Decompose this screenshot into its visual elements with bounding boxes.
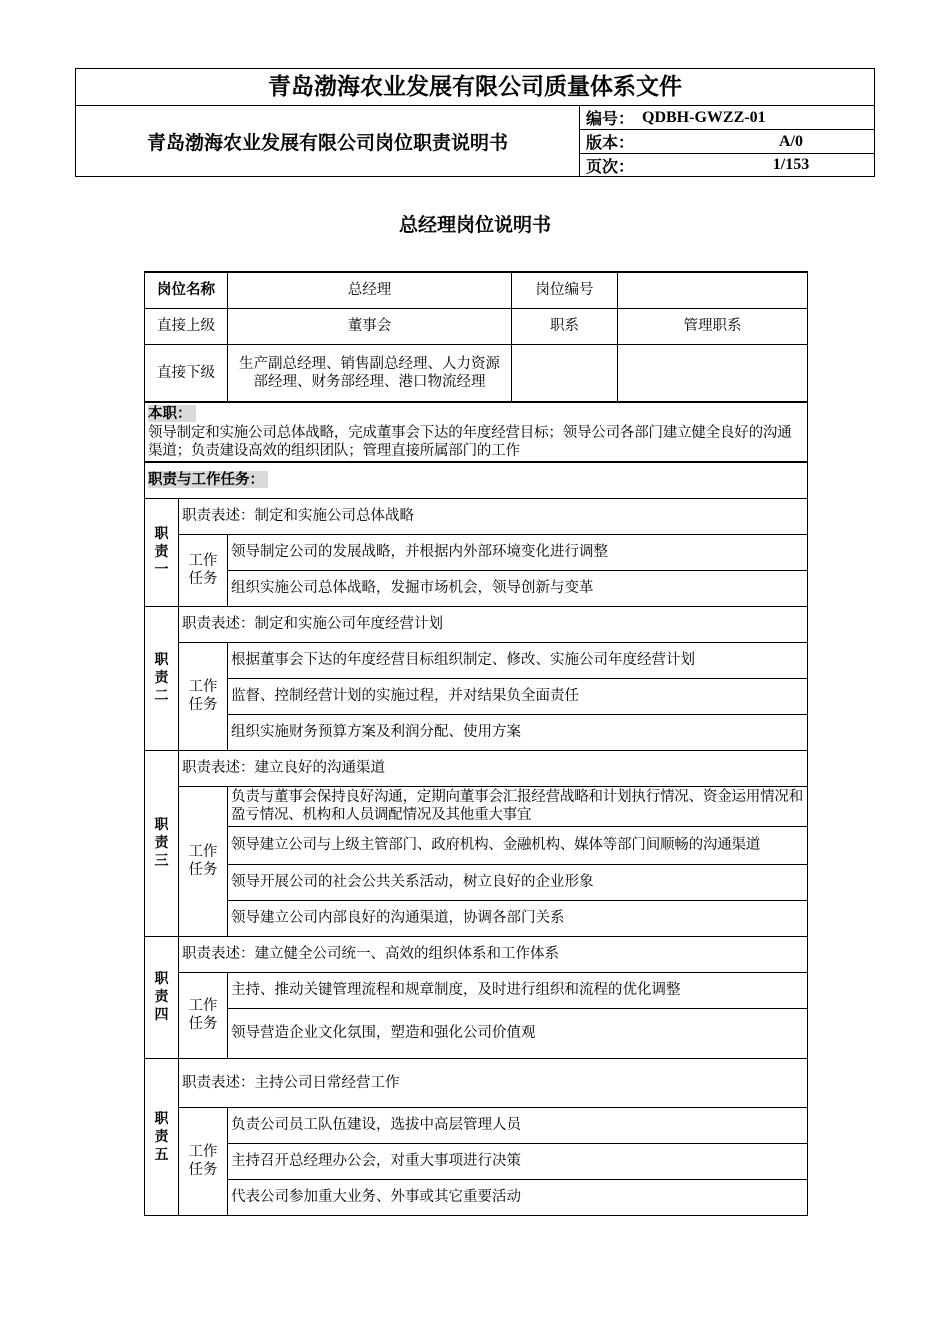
duty-number-text: 职责一 [154, 526, 169, 578]
task-label-text: 工作任务 [188, 998, 218, 1032]
duty-3-task-row [145, 864, 808, 900]
duty-3-task-3: 领导开展公司的社会公共关系活动，树立良好的企业形象 [228, 864, 808, 900]
duty-2-task-2: 监督、控制经营计划的实施过程，并对结果负全面责任 [228, 678, 808, 714]
duty-2-task-row [145, 642, 808, 678]
duty-5-task-row [145, 1179, 808, 1215]
meta-value: QDBH-GWZZ-01 [642, 108, 766, 126]
series-value: 管理职系 [618, 308, 808, 344]
empty-cell [618, 344, 808, 402]
duty-number-text: 职责二 [154, 652, 169, 704]
subordinate-value: 生产副总经理、销售副总经理、人力资源部经理、财务部经理、港口物流经理 [228, 344, 512, 402]
core-duty-label: 本职： [148, 405, 196, 422]
duty-5-number [145, 1058, 179, 1215]
document-meta [580, 106, 874, 176]
duty-2-task-row [145, 714, 808, 750]
duty-3-desc-row [145, 750, 808, 786]
duty-1-task-1: 领导制定公司的发展战略，并根据内外部环境变化进行调整 [228, 534, 808, 570]
duty-5-task-3: 代表公司参加重大业务、外事或其它重要活动 [228, 1179, 808, 1215]
duty-4-task-2: 领导营造企业文化氛围，塑造和强化公司价值观 [228, 1008, 808, 1058]
duty-4-task-label [179, 972, 228, 1058]
duty-2-task-3: 组织实施财务预算方案及利润分配、使用方案 [228, 714, 808, 750]
core-duty-cell [145, 402, 808, 462]
duty-3-task-label [179, 786, 228, 936]
task-label-text: 工作任务 [188, 553, 218, 587]
duty-1-task-row [145, 534, 808, 570]
duty-5-task-label [179, 1107, 228, 1215]
empty-cell [512, 344, 618, 402]
duty-1-desc: 职责表述：制定和实施公司总体战略 [179, 498, 808, 534]
info-row-3 [145, 344, 808, 402]
duty-5-task-row [145, 1107, 808, 1143]
duty-5-task-2: 主持召开总经理办公会，对重大事项进行决策 [228, 1143, 808, 1179]
superior-label: 直接上级 [145, 308, 228, 344]
post-code-label: 岗位编号 [512, 272, 618, 308]
post-code-value [618, 272, 808, 308]
duty-1-desc-row [145, 498, 808, 534]
meta-row-code [580, 106, 874, 130]
duty-5-desc-row [145, 1058, 808, 1107]
duty-3-task-row [145, 786, 808, 826]
task-label-text: 工作任务 [188, 844, 218, 878]
post-name-label: 岗位名称 [145, 272, 228, 308]
duty-2-number [145, 606, 179, 750]
duty-4-task-row [145, 1008, 808, 1058]
duty-1-number [145, 498, 179, 606]
duty-2-task-row [145, 678, 808, 714]
duties-header: 职责与工作任务： [148, 471, 268, 488]
duty-5-task-1: 负责公司员工队伍建设，选拔中高层管理人员 [228, 1107, 808, 1143]
post-name-value: 总经理 [228, 272, 512, 308]
duty-4-number [145, 936, 179, 1058]
duties-header-row [145, 462, 808, 498]
duty-number-text: 职责三 [154, 817, 169, 869]
duty-3-task-row [145, 826, 808, 864]
duty-4-desc-row [145, 936, 808, 972]
duty-1-task-label [179, 534, 228, 606]
job-description-table [144, 271, 808, 1216]
meta-value: A/0 [779, 132, 803, 150]
duty-4-desc: 职责表述：建立健全公司统一、高效的组织体系和工作体系 [179, 936, 808, 972]
duty-1-task-2: 组织实施公司总体战略，发掘市场机会，领导创新与变革 [228, 570, 808, 606]
duty-3-task-2: 领导建立公司与上级主管部门、政府机构、金融机构、媒体等部门间顺畅的沟通渠道 [228, 826, 808, 864]
task-label-text: 工作任务 [188, 1144, 218, 1178]
duty-2-desc-row [145, 606, 808, 642]
duty-number-text: 职责四 [154, 971, 169, 1023]
series-label: 职系 [512, 308, 618, 344]
info-row-2 [145, 308, 808, 344]
duty-2-task-1: 根据董事会下达的年度经营目标组织制定、修改、实施公司年度经营计划 [228, 642, 808, 678]
duty-3-desc: 职责表述：建立良好的沟通渠道 [179, 750, 808, 786]
task-label-text: 工作任务 [188, 679, 218, 713]
duty-5-desc: 职责表述：主持公司日常经营工作 [179, 1058, 808, 1107]
duty-5-task-row [145, 1143, 808, 1179]
meta-key: 页次： [586, 156, 635, 176]
superior-value: 董事会 [228, 308, 512, 344]
page-title: 总经理岗位说明书 [398, 214, 551, 236]
duty-3-number [145, 750, 179, 936]
duty-3-task-4: 领导建立公司内部良好的沟通渠道，协调各部门关系 [228, 900, 808, 936]
info-row-1 [145, 272, 808, 308]
document-name: 青岛渤海农业发展有限公司岗位职责说明书 [76, 106, 580, 176]
duty-4-task-1: 主持、推动关键管理流程和规章制度，及时进行组织和流程的优化调整 [228, 972, 808, 1008]
meta-row-page [580, 154, 874, 176]
duty-2-task-label [179, 642, 228, 750]
meta-key: 版本： [586, 133, 635, 152]
duty-2-desc: 职责表述：制定和实施公司年度经营计划 [179, 606, 808, 642]
meta-value: 1/153 [772, 156, 810, 173]
subordinate-label: 直接下级 [145, 344, 228, 402]
meta-row-version [580, 130, 874, 154]
duty-number-text: 职责五 [154, 1110, 169, 1163]
duty-3-task-1: 负责与董事会保持良好沟通，定期向董事会汇报经营战略和计划执行情况、资金运用情况和盈亏情况、机构和人员调配情况及其他重大事宜 [228, 786, 808, 826]
company-title: 青岛渤海农业发展有限公司质量体系文件 [76, 69, 874, 106]
duties-header-cell [145, 462, 808, 498]
core-duty-text: 领导制定和实施公司总体战略，完成董事会下达的年度经营目标；领导公司各部门建立健全良好的沟通渠道；负责建设高效的组织团队；管理直接所属部门的工作 [148, 424, 792, 459]
document-header [75, 68, 875, 177]
duty-4-task-row [145, 972, 808, 1008]
duty-1-task-row [145, 570, 808, 606]
duty-3-task-row [145, 900, 808, 936]
core-duty-row [145, 402, 808, 462]
meta-key: 编号： [586, 109, 635, 128]
